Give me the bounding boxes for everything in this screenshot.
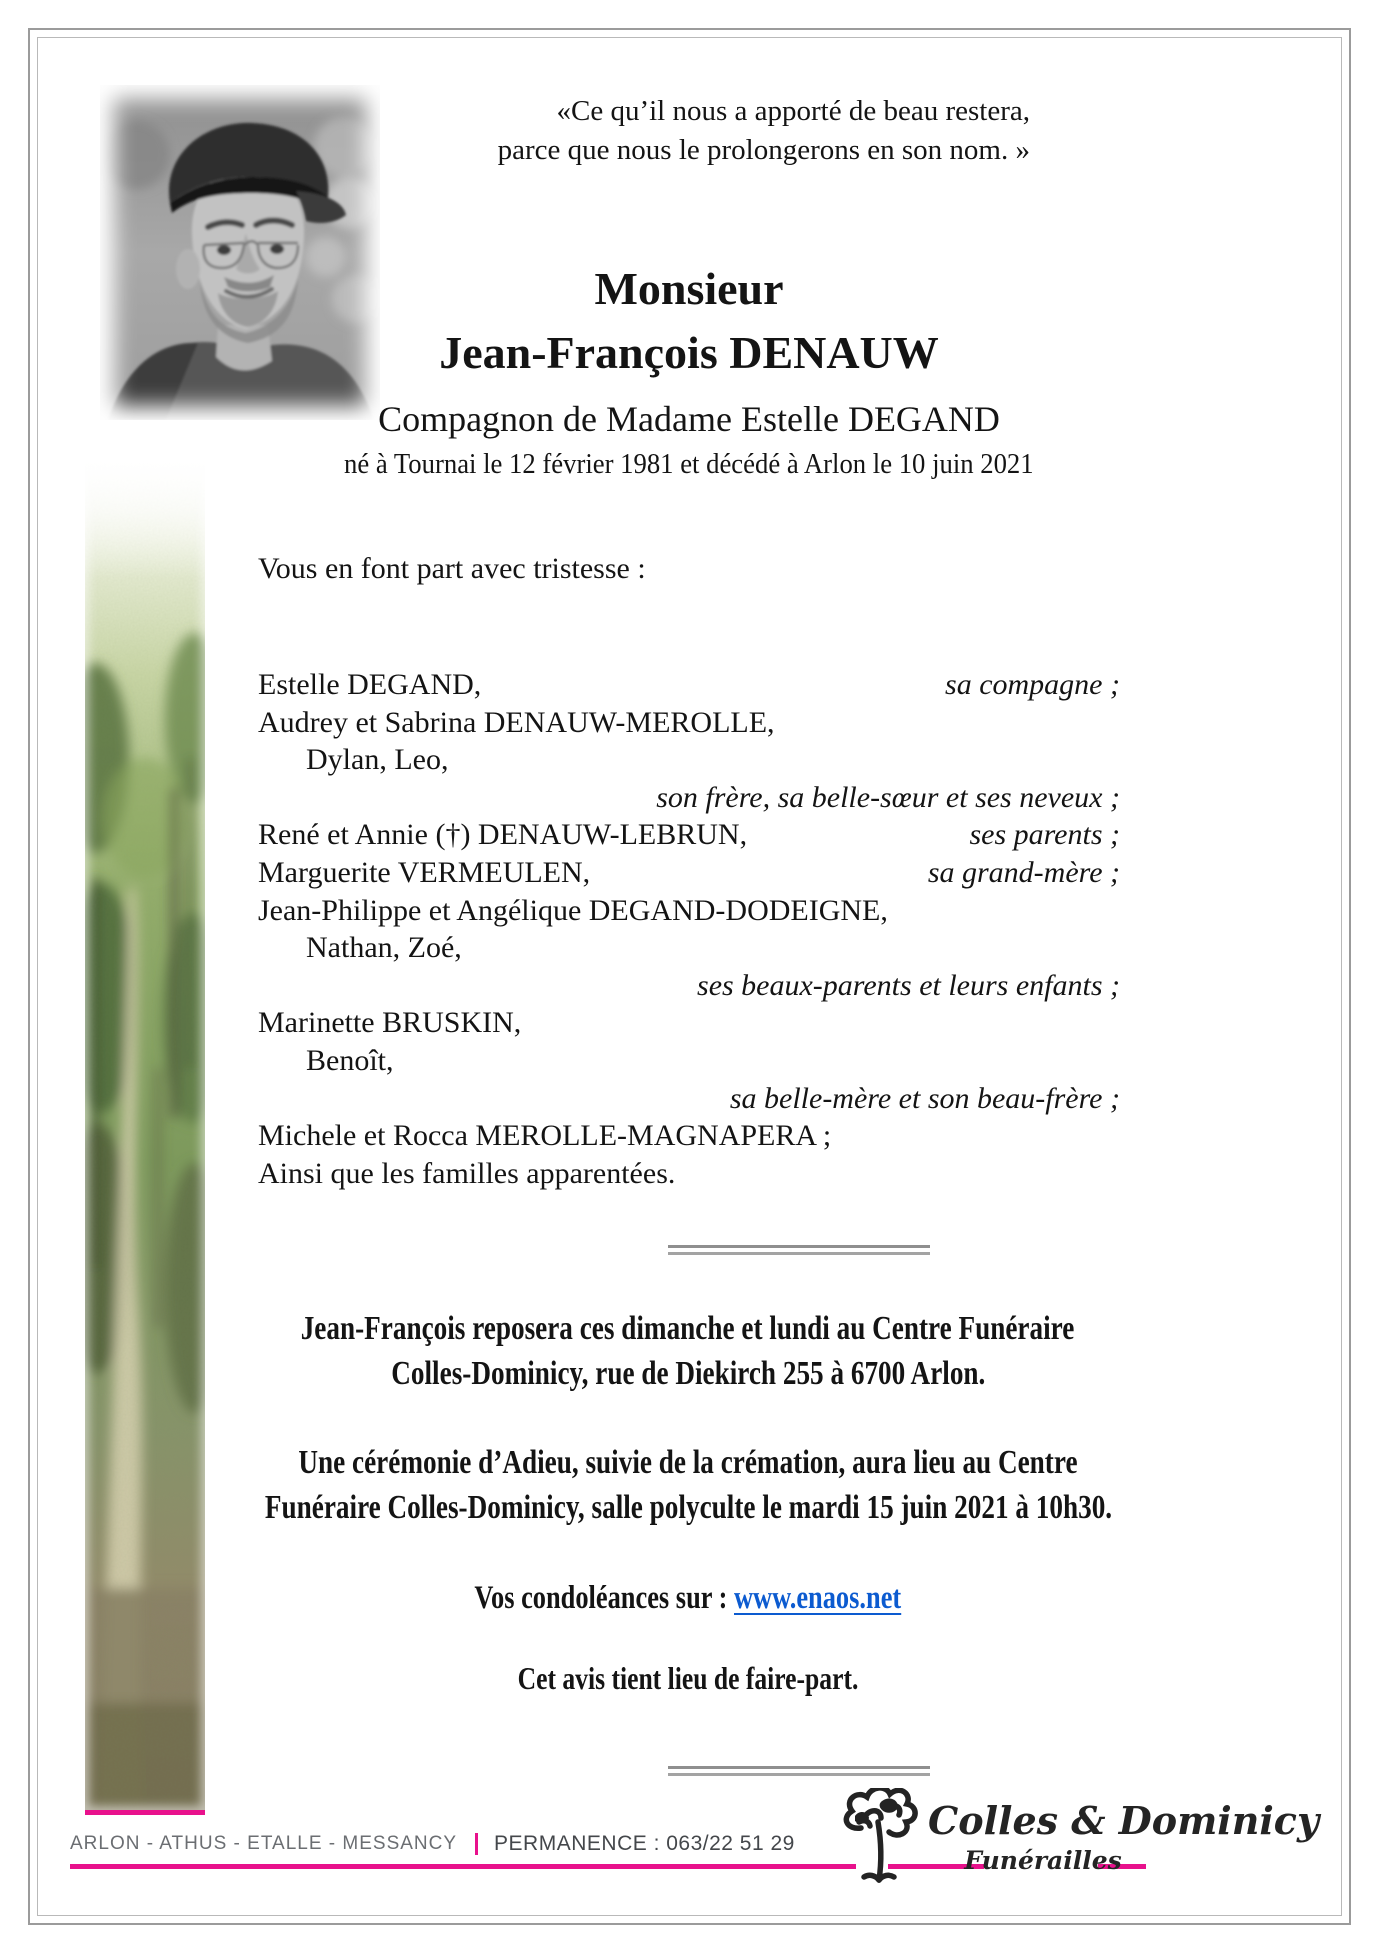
family-name: Jean-Philippe et Angélique DEGAND-DODEIGNE, <box>258 893 888 927</box>
family-list <box>258 666 1120 1192</box>
family-row <box>258 929 1120 967</box>
family-name: Michele et Rocca MEROLLE-MAGNAPERA ; <box>258 1119 832 1153</box>
brand-name: Colles & Dominicy <box>928 1798 1320 1843</box>
footer-accent-line <box>70 1864 856 1869</box>
family-row <box>258 741 1120 779</box>
repose-line-1: Jean-François reposera ces dimanche et lundi au Centre Funéraire <box>301 1310 1075 1347</box>
repose-line-2: Colles-Dominicy, rue de Diekirch 255 à 6700 Arlon. <box>390 1355 986 1392</box>
family-row <box>258 816 1120 854</box>
family-row <box>258 704 1120 742</box>
family-row <box>258 892 1120 930</box>
section-divider <box>668 1245 930 1255</box>
faire-part-notice <box>138 1660 1238 1697</box>
family-name: René et Annie (†) DENAUW-LEBRUN, <box>258 818 748 852</box>
repose-info <box>138 1306 1238 1396</box>
family-name: Nathan, Zoé, <box>306 931 462 965</box>
brand-subtitle: Funérailles <box>964 1846 1122 1875</box>
service-line-2: Funéraire Colles-Dominicy, salle polyculte le mardi 15 juin 2021 à 10h30. <box>264 1489 1112 1526</box>
life-dates: né à Tournai le 12 février 1981 et décédé à Arlon le 10 juin 2021 <box>344 448 1034 480</box>
memorial-quote <box>430 92 1030 170</box>
family-name: Benoît, <box>306 1043 394 1077</box>
condolences-line <box>138 1580 1238 1617</box>
family-row <box>258 967 1120 1005</box>
family-relation: son frère, sa belle-sœur et ses neveux ; <box>656 780 1120 814</box>
service-info <box>138 1440 1238 1530</box>
family-name: Dylan, Leo, <box>306 743 449 777</box>
condolences-label: Vos condoléances sur : <box>474 1580 735 1616</box>
footer-locations-bar <box>70 1832 795 1856</box>
family-name: Estelle DEGAND, <box>258 668 482 701</box>
family-row <box>258 1042 1120 1080</box>
family-relation: ses beaux-parents et leurs enfants ; <box>697 968 1120 1002</box>
section-divider <box>668 1766 930 1776</box>
family-relation: sa belle-mère et son beau-frère ; <box>729 1081 1120 1115</box>
deceased-titles <box>228 258 1150 484</box>
family-relation: sa grand-mère ; <box>927 855 1120 889</box>
family-row <box>258 1155 1120 1193</box>
footer-separator <box>475 1833 478 1855</box>
tree-icon <box>836 1788 922 1884</box>
footer-locations: ARLON - ATHUS - ETALLE - MESSANCY <box>70 1833 458 1854</box>
announcement-intro: Vous en font part avec tristesse : <box>258 552 646 585</box>
quote-line-1: «Ce qu’il nous a apporté de beau restera, <box>556 95 1030 127</box>
family-name: Ainsi que les familles apparentées. <box>258 1156 676 1190</box>
condolences-link[interactable]: www.enaos.net <box>734 1580 902 1616</box>
family-relation: ses parents ; <box>969 818 1120 852</box>
deceased-relationship: Compagnon de Madame Estelle DEGAND <box>378 399 1000 439</box>
family-relation: sa compagne ; <box>945 668 1120 701</box>
notice-text: Cet avis tient lieu de faire-part. <box>517 1660 859 1696</box>
family-row <box>258 854 1120 892</box>
service-line-1: Une cérémonie d’Adieu, suivie de la crémation, aura lieu au Centre <box>298 1444 1078 1481</box>
family-name: Audrey et Sabrina DENAUW-MEROLLE, <box>258 705 775 739</box>
salutation: Monsieur <box>594 263 784 314</box>
deceased-name: Jean-François DENAUW <box>439 327 939 378</box>
family-row <box>258 1004 1120 1042</box>
family-row <box>258 1080 1120 1118</box>
family-name: Marguerite VERMEULEN, <box>258 855 591 889</box>
family-row <box>258 1117 1120 1155</box>
footer-permanence: PERMANENCE : 063/22 51 29 <box>494 1832 795 1855</box>
family-name: Marinette BRUSKIN, <box>258 1006 522 1040</box>
quote-line-2: parce que nous le prolongerons en son nom. » <box>497 134 1030 166</box>
family-row <box>258 779 1120 817</box>
family-row <box>258 666 1120 704</box>
